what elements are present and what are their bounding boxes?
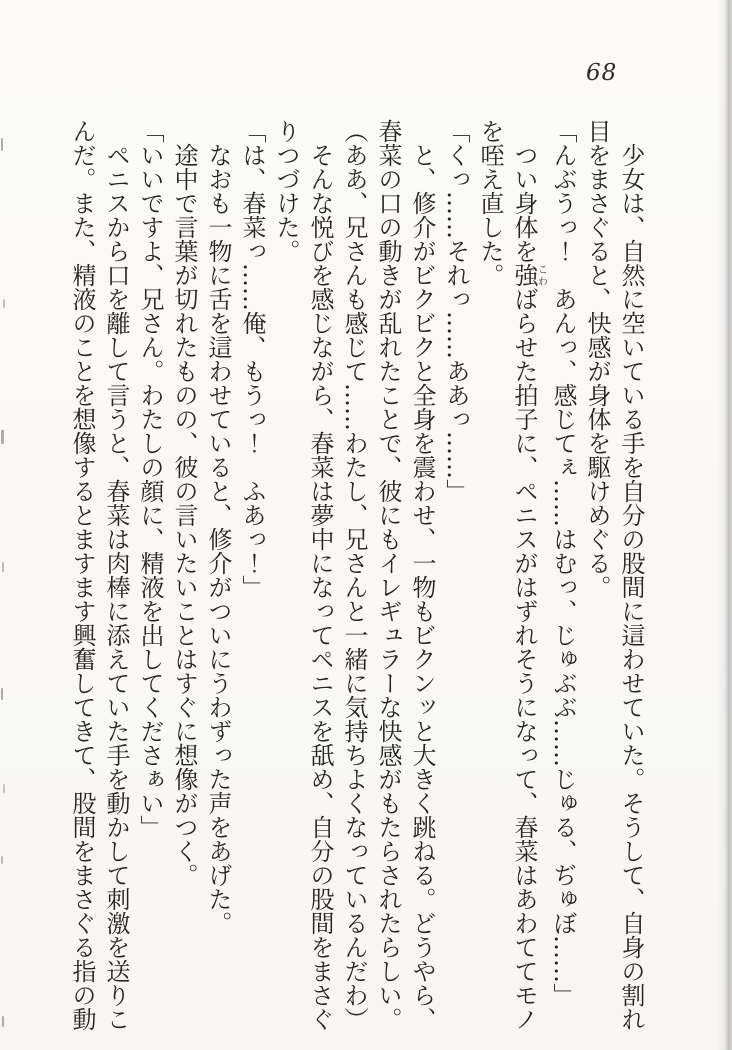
scan-artifact bbox=[1, 430, 4, 444]
paragraph-text: 「くっ……それっ……ああっ……」 bbox=[442, 119, 470, 503]
paragraph-dialogue bbox=[439, 119, 473, 1031]
paragraph-narrative bbox=[473, 119, 546, 1031]
paragraph-dialogue bbox=[235, 119, 269, 1031]
paragraph-narrative bbox=[65, 119, 133, 1031]
page-edge bbox=[725, 0, 732, 1050]
body-text bbox=[68, 119, 648, 1031]
paragraph-inner-monologue bbox=[337, 119, 371, 1031]
paragraph-narrative bbox=[167, 119, 201, 1031]
paragraph-narrative bbox=[269, 119, 337, 1031]
scan-artifact bbox=[2, 562, 4, 572]
paragraph-text: 「は、春菜っ……俺、もうっ！ ふあっ！」 bbox=[238, 119, 266, 599]
paragraph-narrative bbox=[371, 119, 439, 1031]
paragraph-narrative bbox=[201, 119, 235, 1031]
scan-artifact bbox=[3, 299, 5, 308]
scan-artifact bbox=[3, 784, 5, 793]
page-number: 68 bbox=[586, 60, 618, 86]
ruby-annotation bbox=[510, 263, 547, 287]
ruby-base: 強 bbox=[510, 263, 538, 287]
paragraph-dialogue bbox=[133, 119, 167, 1031]
paragraph-text: なおも一物に舌を這わせていると、修介がついにうわずった声をあげた。 bbox=[204, 119, 232, 935]
scan-artifact bbox=[1, 688, 3, 700]
paragraph-text: 「んぶうっ！ あんっ、感じてぇ……はむっ、じゅぶぶ……じゅる、ぢゅぼ……」 bbox=[549, 119, 577, 1007]
paragraph-text: そんな悦びを感じながら、春菜は夢中になってペニスを舐め、自分の股間をまさぐりつづけた。 bbox=[272, 119, 334, 1031]
paragraph-text: ペニスから口を離して言うと、春菜は肉棒に添えていた手を動かして刺激を送りこんだ。また、精液のことを想像するとますます興奮してきて、股間をまさぐる指の動 bbox=[68, 119, 130, 1031]
paragraph-text: つい身体を bbox=[510, 119, 538, 263]
scan-artifact bbox=[2, 1016, 4, 1027]
paragraph-text: ばらせた拍子に、ペニスがはずれそうになって、春菜はあわててモノを咥え直した。 bbox=[476, 119, 538, 1031]
scan-artifact bbox=[1, 856, 3, 864]
scan-artifact bbox=[1, 138, 3, 151]
paragraph-text: 途中で言葉が切れたものの、彼の言いたいことはすぐに想像がつく。 bbox=[170, 119, 198, 887]
paragraph-text: 「いいですよ、兄さん。わたしの顔に、精液を出してくださぁい」 bbox=[136, 119, 164, 839]
paragraph-narrative bbox=[580, 119, 648, 1031]
paragraph-text: 少女は、自然に空いている手を自分の股間に這わせていた。そうして、自身の割れ目をまさぐると、快感が身体を駆けめぐる。 bbox=[583, 119, 645, 1031]
paragraph-text: と、修介がビクビクと全身を震わせ、一物もビクンッと大きく跳ねる。どうやら、春菜の口の動きが乱れたことで、彼にもイレギュラーな快感がもたらされたらしい。 bbox=[374, 119, 436, 1031]
paragraph-dialogue bbox=[546, 119, 580, 1031]
ruby-furigana: こわ bbox=[535, 263, 547, 287]
paragraph-text: （ああ、兄さんも感じて……わたし、兄さんと一緒に気持ちよくなっているんだわ） bbox=[340, 119, 368, 1031]
